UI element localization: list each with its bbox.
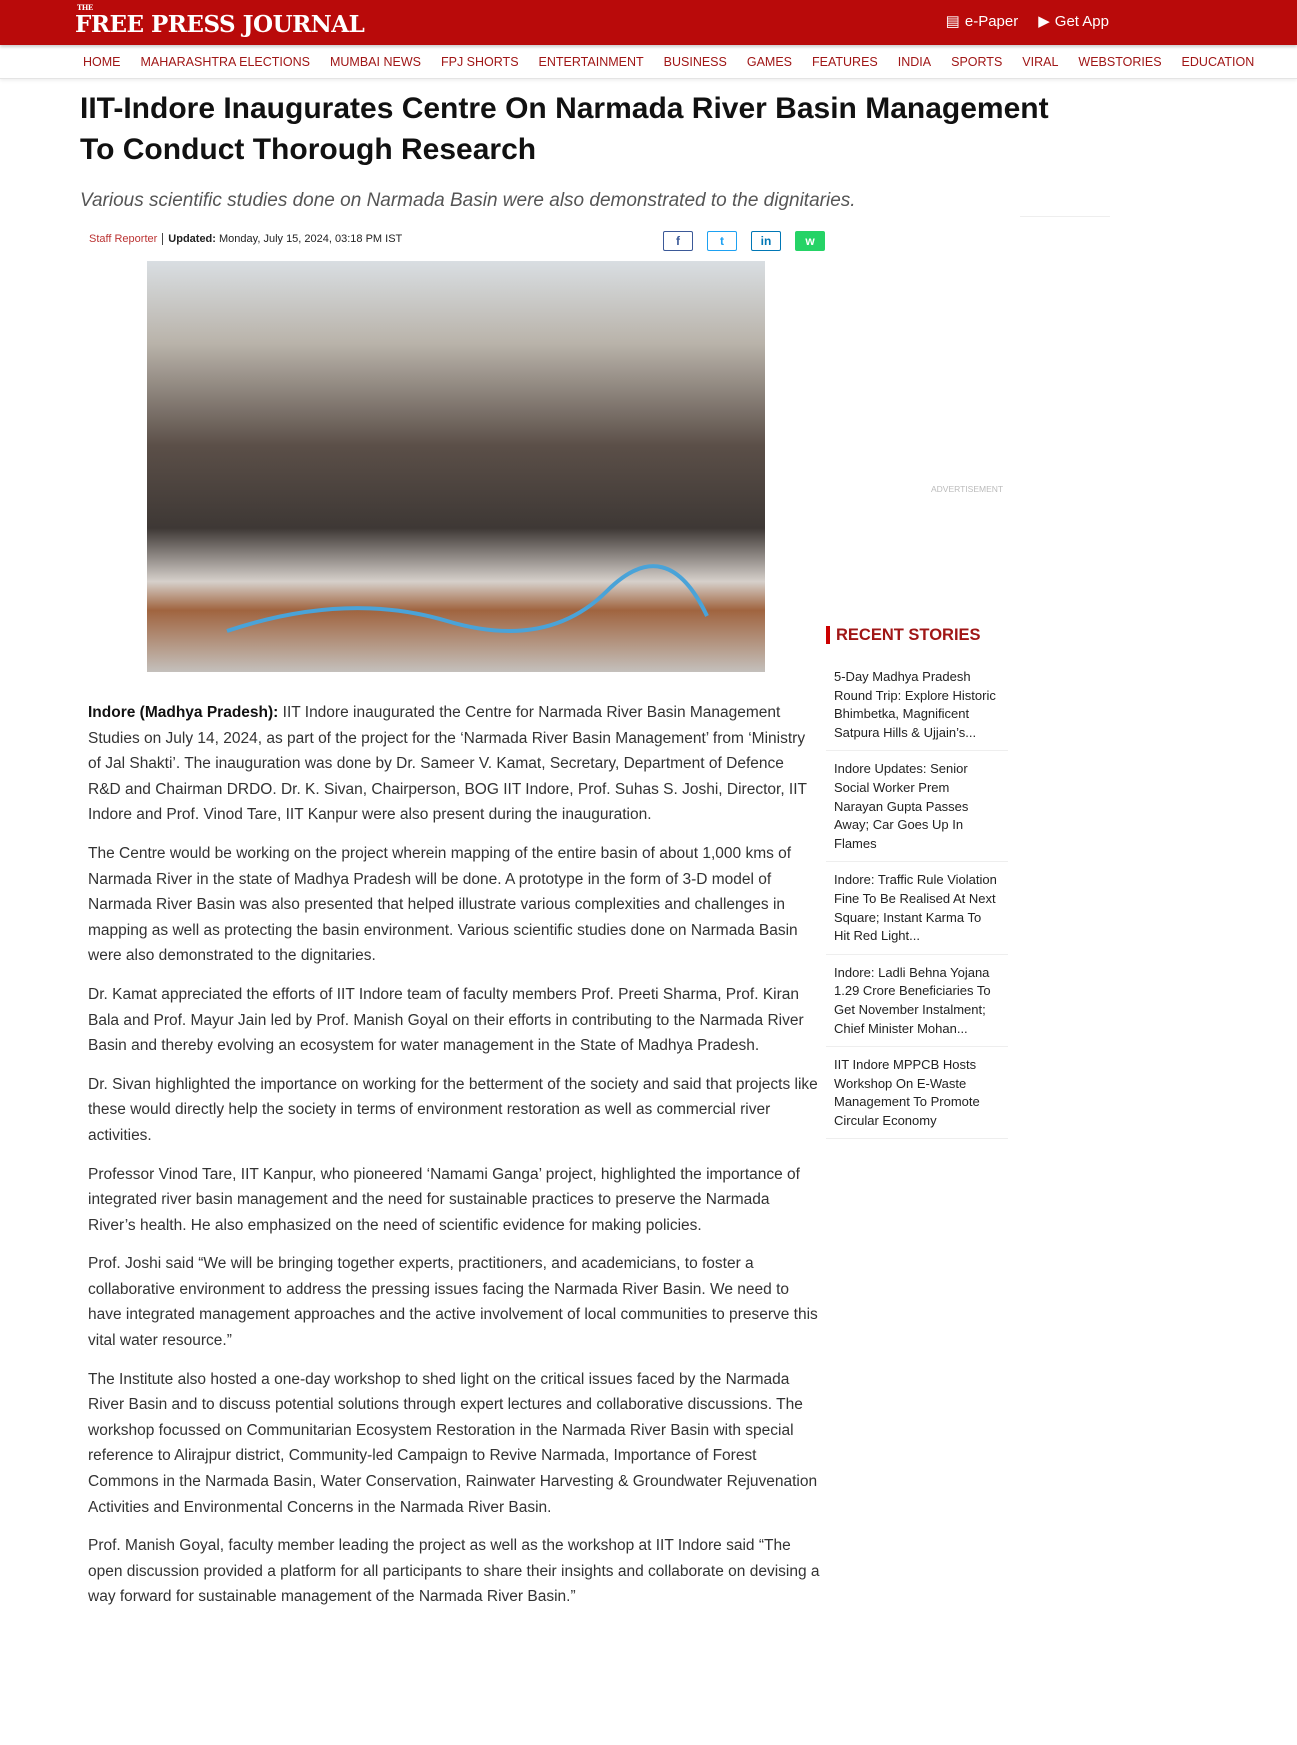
- logo-the: THE: [77, 3, 93, 12]
- nav-fpj-shorts[interactable]: FPJ SHORTS: [440, 54, 519, 69]
- recent-stories-list: [826, 664, 1008, 1144]
- recent-story-link[interactable]: 5-Day Madhya Pradesh Round Trip: Explore Historic Bhimbetka, Magnificent Satpura Hills & Ujjain’s...: [826, 664, 1008, 751]
- recent-story-link[interactable]: IIT Indore MPPCB Hosts Workshop On E-Waste Management To Promote Circular Economy: [826, 1052, 1008, 1139]
- article-photo: [147, 261, 765, 672]
- paragraph: Prof. Manish Goyal, faculty member leading the project as well as the workshop at IIT Indore said “The open discussion provided a platform for all participants to share their insights and collaborate on devising a way forward for sustainable management of the Narmada River Basin.”: [88, 1537, 820, 1606]
- logo-text: FREE PRESS JOURNAL: [75, 11, 365, 38]
- top-bar: [0, 0, 1297, 45]
- recent-story-link[interactable]: Indore: Traffic Rule Violation Fine To Be Realised At Next Square; Instant Karma To Hit Red Light...: [826, 867, 1008, 954]
- get-app-link[interactable]: [1038, 12, 1109, 30]
- get-app-label: Get App: [1054, 12, 1109, 30]
- nav-home[interactable]: HOME: [83, 54, 121, 69]
- paragraph: Prof. Joshi said “We will be bringing together experts, practitioners, and academicians, to foster a collaborative environment to address the pressing issues facing the Narmada River Basin. We need to have integrated management approaches and the active involvement of local communities to preserve this vital water resource.”: [88, 1255, 818, 1350]
- nav-mumbai-news[interactable]: MUMBAI NEWS: [329, 54, 421, 69]
- nav-education[interactable]: EDUCATION: [1181, 54, 1255, 69]
- newspaper-icon: ▤: [945, 13, 960, 30]
- byline: [89, 233, 402, 245]
- twitter-share-icon[interactable]: t: [707, 231, 737, 251]
- nav-business[interactable]: BUSINESS: [663, 54, 727, 69]
- facebook-share-icon[interactable]: f: [663, 231, 693, 251]
- paragraph: Dr. Kamat appreciated the efforts of IIT Indore team of faculty members Prof. Preeti Sharma, Prof. Kiran Bala and Prof. Mayur Jain led by Prof. Manish Goyal on their efforts in contributing to the Narmada River Basin and thereby evolving an ecosystem for water management in the State of Madhya Pradesh.: [88, 985, 804, 1055]
- play-store-icon: ▶: [1038, 13, 1050, 30]
- recent-story-link[interactable]: Indore Updates: Senior Social Worker Prem Narayan Gupta Passes Away; Car Goes Up In Flames: [826, 756, 1008, 862]
- paragraph: The Centre would be working on the project wherein mapping of the entire basin of about 1,000 kms of Narmada River in the state of Madhya Pradesh will be done. A prototype in the form of 3-D model of Narmada River Basin was also presented that helped illustrate various complexities and challenges in mapping as well as protecting the basin environment. Various scientific studies done on Narmada Basin were also demonstrated to the dignitaries.: [88, 844, 798, 965]
- river-model-illustration: [147, 261, 765, 672]
- advertisement-label: ADVERTISEMENT: [931, 484, 1004, 494]
- nav-sports[interactable]: SPORTS: [951, 54, 1003, 69]
- paragraph: The Institute also hosted a one-day workshop to shed light on the critical issues faced by the Narmada River Basin and to discuss potential solutions through expert lectures and collaborative discussions. The workshop focussed on Communitarian Ecosystem Restoration in the Narmada River Basin with special reference to Alirajpur district, Community-led Campaign to Revive Narmada, Importance of Forest Commons in the Narmada Basin, Water Conservation, Rainwater Harvesting & Groundwater Rejuvenation Activities and Environmental Concerns in the Narmada River Basin.: [88, 1370, 818, 1516]
- whatsapp-share-icon[interactable]: w: [795, 231, 825, 251]
- main-nav: [0, 45, 1297, 79]
- nav-india[interactable]: INDIA: [897, 54, 932, 69]
- nav-maharashtra-elections[interactable]: MAHARASHTRA ELECTIONS: [140, 54, 310, 69]
- linkedin-share-icon[interactable]: in: [751, 231, 781, 251]
- nav-games[interactable]: GAMES: [746, 54, 793, 69]
- recent-story-link[interactable]: Indore: Ladli Behna Yojana 1.29 Crore Beneficiaries To Get November Instalment; Chief Minister Mohan...: [826, 960, 1008, 1047]
- nav-entertainment[interactable]: ENTERTAINMENT: [538, 54, 644, 69]
- article-body: [88, 700, 820, 1623]
- epaper-link[interactable]: [946, 12, 1019, 30]
- paragraph-text: IIT Indore inaugurated the Centre for Narmada River Basin Management Studies on July 14, 2024, as part of the project for the ‘Narmada River Basin Management’ from ‘Ministry of Jal Shakti’. The inauguration was done by Dr. Sameer V. Kamat, Secretary, Department of Defence R&D and Chairman DRDO. Dr. K. Sivan, Chairperson, BOG IIT Indore, Prof. Suhas S. Joshi, Director, IIT Indore and Prof. Vinod Tare, IIT Kanpur were also present during the inauguration.: [88, 704, 807, 824]
- recent-stories-heading: RECENT STORIES: [826, 626, 981, 644]
- epaper-label: e-Paper: [964, 12, 1019, 30]
- updated-date: Monday, July 15, 2024, 03:18 PM IST: [219, 233, 403, 245]
- paragraph: [88, 700, 820, 828]
- dateline: Indore (Madhya Pradesh):: [88, 704, 279, 721]
- paragraph: Professor Vinod Tare, IIT Kanpur, who pioneered ‘Namami Ganga’ project, highlighted the importance of integrated river basin management and the need for sustainable practices to preserve the Narmada River’s health. He also emphasized on the need of scientific evidence for making policies.: [88, 1165, 800, 1234]
- article-title: IIT-Indore Inaugurates Centre On Narmada River Basin Management To Conduct Thorough Research: [80, 92, 1049, 166]
- divider: [1020, 216, 1110, 217]
- nav-viral[interactable]: VIRAL: [1022, 54, 1059, 69]
- author-link[interactable]: Staff Reporter: [89, 233, 163, 245]
- article-subtitle: Various scientific studies done on Narmada Basin were also demonstrated to the dignitaries.: [80, 190, 856, 211]
- share-bar: [663, 231, 825, 251]
- site-logo[interactable]: [75, 3, 365, 38]
- nav-webstories[interactable]: WEBSTORIES: [1078, 54, 1162, 69]
- updated-label: Updated:: [168, 233, 216, 245]
- paragraph: Dr. Sivan highlighted the importance on working for the betterment of the society and said that projects like these would directly help the society in terms of environment restoration as well as commercial river activities.: [88, 1075, 818, 1144]
- nav-features[interactable]: FEATURES: [812, 54, 878, 69]
